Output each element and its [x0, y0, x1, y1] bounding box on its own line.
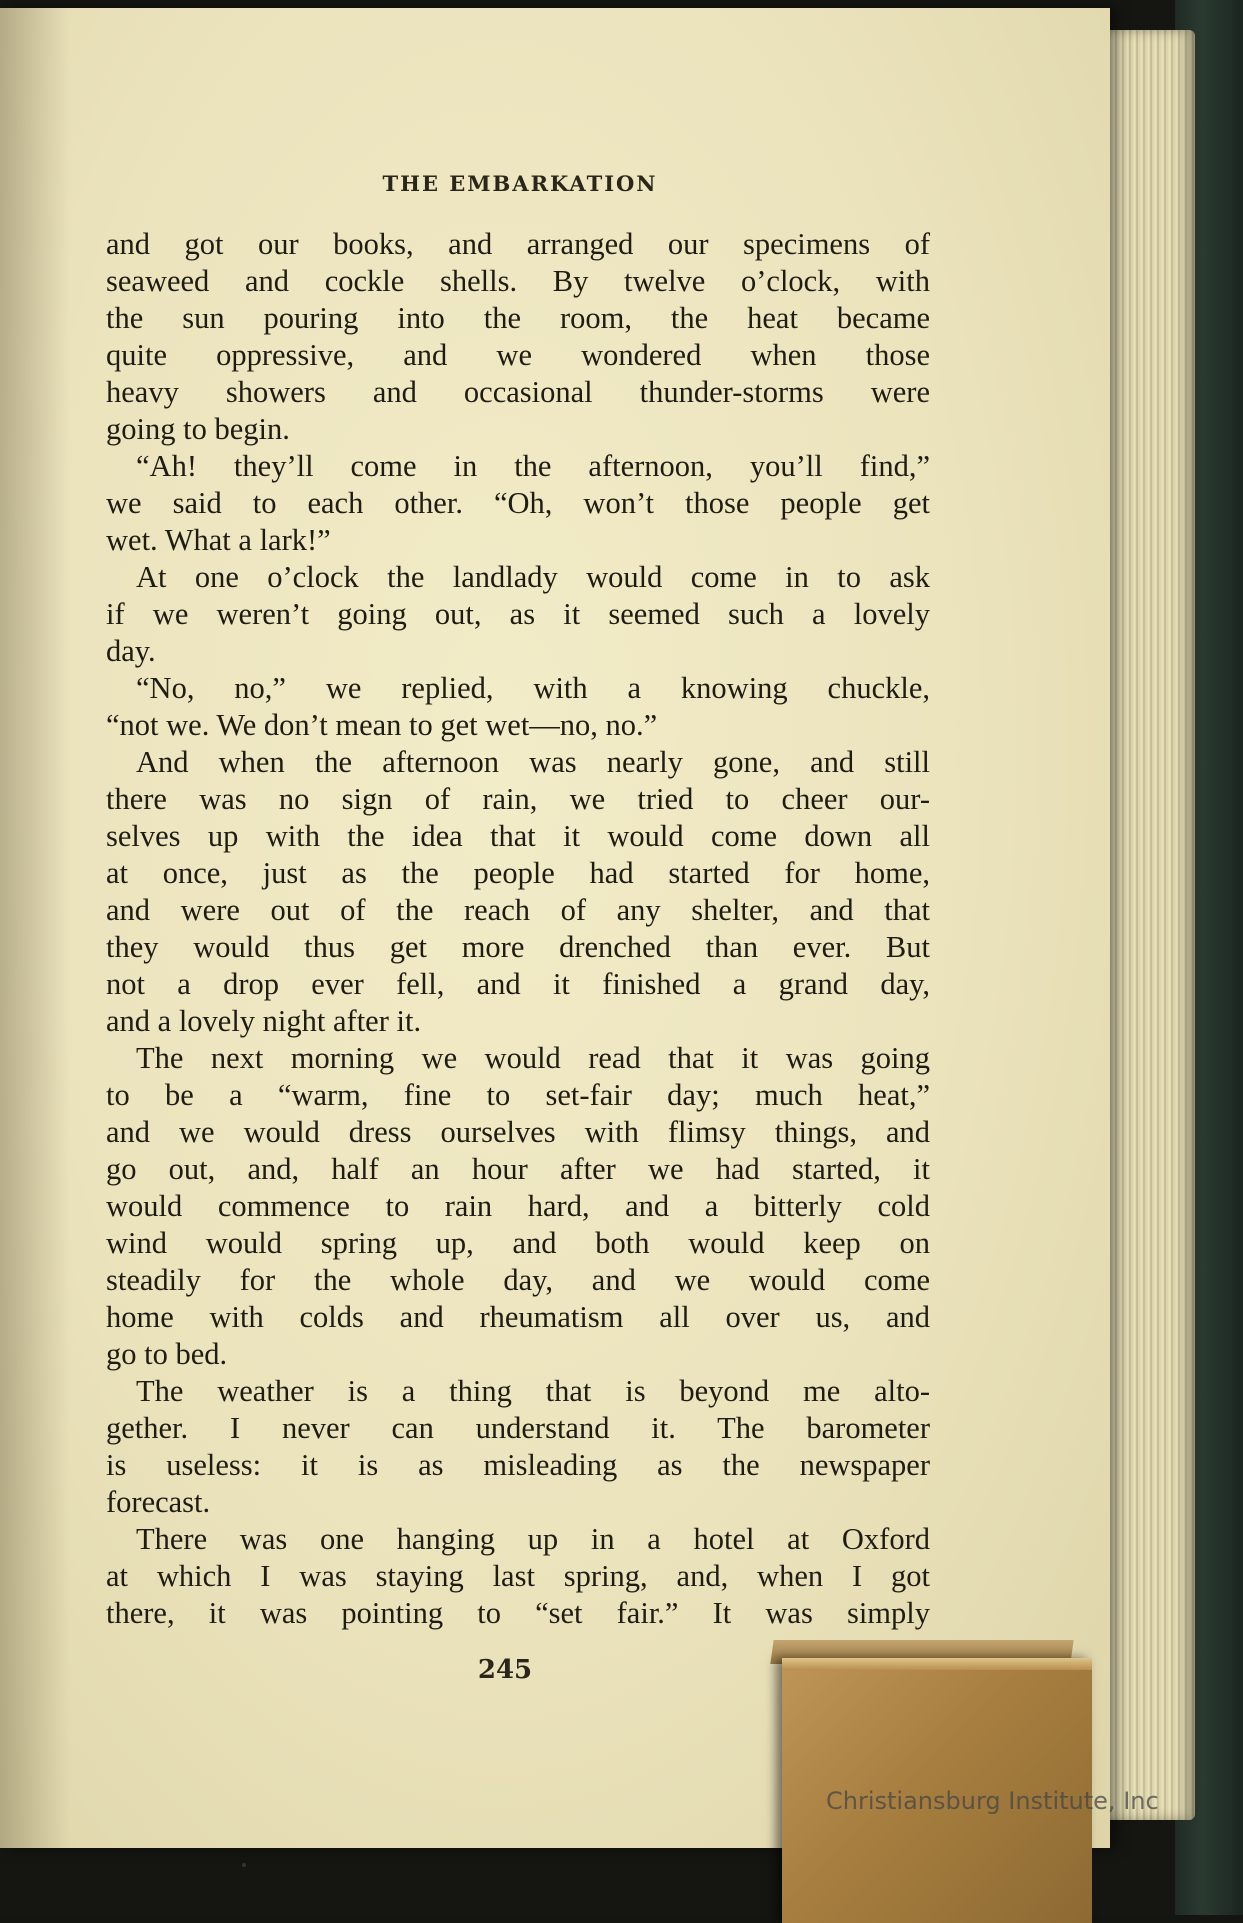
text-line: “not we. We don’t mean to get wet—no, no.” [106, 708, 658, 742]
text-line: wet. What a lark!” [106, 523, 331, 557]
text-line: go to bed. [106, 1337, 228, 1371]
text-line: steadily for the whole day, and we would come [106, 1263, 930, 1297]
text-line: And when the afternoon was nearly gone, and still [136, 745, 930, 779]
text-line: “Ah! they’ll come in the afternoon, you’ll find,” [136, 449, 930, 483]
text-line: not a drop ever fell, and it finished a grand day, [106, 967, 930, 1001]
text-line: there was no sign of rain, we tried to cheer our- [106, 782, 930, 816]
text-line: at once, just as the people had started for home, [106, 856, 930, 890]
book-page [0, 8, 1110, 1848]
text-line: would commence to rain hard, and a bitterly cold [106, 1189, 930, 1223]
text-line: seaweed and cockle shells. By twelve o’clock, with [106, 264, 930, 298]
body-text [106, 226, 930, 1632]
text-line: is useless: it is as misleading as the newspaper [106, 1448, 930, 1482]
text-line: At one o’clock the landlady would come in to ask [136, 560, 930, 594]
text-line: there, it was pointing to “set fair.” It was simply [106, 1596, 930, 1630]
text-line: “No, no,” we replied, with a knowing chuckle, [136, 671, 930, 705]
text-line: and we would dress ourselves with flimsy things, and [106, 1115, 930, 1149]
text-line: if we weren’t going out, as it seemed such a lovely [106, 597, 930, 631]
text-line: and were out of the reach of any shelter, and that [106, 893, 930, 927]
text-line: to be a “warm, fine to set-fair day; much heat,” [106, 1078, 930, 1112]
text-line: wind would spring up, and both would keep on [106, 1226, 930, 1260]
bookmark [752, 1640, 1097, 1920]
running-header: THE EMBARKATION [382, 171, 658, 196]
text-line: selves up with the idea that it would come down all [106, 819, 930, 853]
text-line: we said to each other. “Oh, won’t those people get [106, 486, 930, 520]
text-line: and a lovely night after it. [106, 1004, 422, 1038]
text-line: quite oppressive, and we wondered when those [106, 338, 930, 372]
gutter-shadow [0, 8, 70, 1848]
text-line: at which I was staying last spring, and, when I got [106, 1559, 930, 1593]
paper-speck [242, 1863, 246, 1867]
text-line: gether. I never can understand it. The barometer [106, 1411, 930, 1445]
watermark-text: Christiansburg Institute, Inc [826, 1787, 1159, 1815]
text-line: they would thus get more drenched than ever. But [106, 930, 930, 964]
text-line: and got our books, and arranged our specimens of [106, 227, 930, 261]
text-line: The next morning we would read that it was going [136, 1041, 930, 1075]
text-line: go out, and, half an hour after we had started, it [106, 1152, 930, 1186]
text-line: There was one hanging up in a hotel at Oxford [136, 1522, 930, 1556]
text-line: forecast. [106, 1485, 211, 1519]
text-line: going to begin. [106, 412, 290, 446]
text-line: home with colds and rheumatism all over us, and [106, 1300, 930, 1334]
page-number: 245 [477, 1655, 533, 1685]
text-line: The weather is a thing that is beyond me alto- [136, 1374, 930, 1408]
text-line: heavy showers and occasional thunder-storms were [106, 375, 930, 409]
text-line: the sun pouring into the room, the heat became [106, 301, 930, 335]
text-line: day. [106, 634, 156, 668]
